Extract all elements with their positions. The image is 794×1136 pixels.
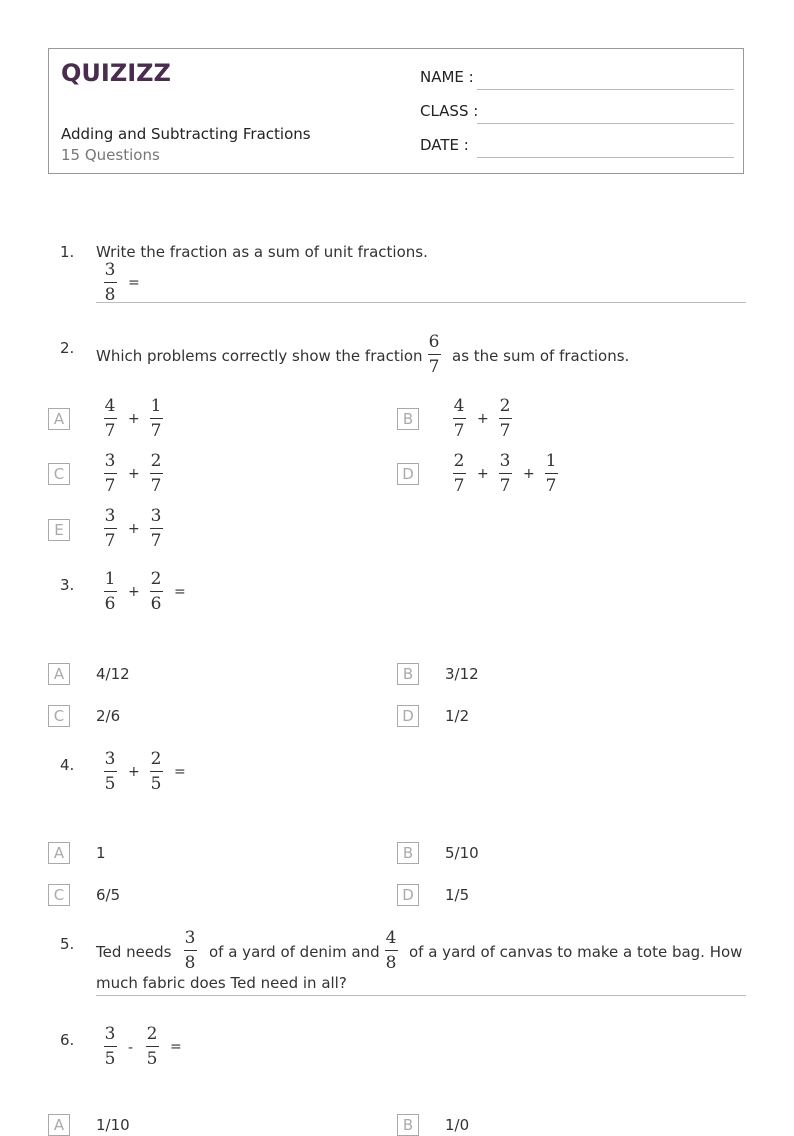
option-text[interactable]: 1/5: [445, 886, 470, 904]
denominator: 5: [146, 1049, 158, 1069]
option-box[interactable]: A: [48, 408, 70, 430]
numerator: 2: [146, 1024, 158, 1044]
fraction-bar: [499, 473, 512, 474]
question-text: Which problems correctly show the fraction: [96, 347, 423, 365]
denominator: 5: [104, 1049, 116, 1069]
denominator: 5: [150, 774, 162, 794]
fraction: [182, 928, 198, 973]
equals-sign: =: [128, 275, 140, 291]
worksheet-title: Adding and Subtracting Fractions: [61, 125, 311, 143]
question-number: 2.: [60, 339, 75, 357]
option-text[interactable]: 1/10: [96, 1116, 130, 1134]
fraction-bar: [104, 282, 117, 283]
equals-sign: =: [174, 584, 186, 600]
denominator: 6: [104, 594, 116, 614]
fraction: [144, 1024, 160, 1069]
fraction: [148, 396, 164, 441]
option-box[interactable]: C: [48, 705, 70, 727]
fraction: [383, 928, 399, 973]
numerator: 3: [150, 506, 162, 526]
option-text[interactable]: 1/2: [445, 707, 470, 725]
denominator: 7: [150, 421, 162, 441]
question-text: as the sum of fractions.: [452, 347, 630, 365]
plus-sign: +: [477, 411, 489, 427]
option-text[interactable]: 3/12: [445, 665, 479, 683]
numerator: 3: [104, 451, 116, 471]
fraction: [148, 569, 164, 614]
fraction: [426, 332, 442, 377]
denominator: 7: [428, 357, 440, 377]
minus-sign: -: [128, 1040, 134, 1056]
date-line[interactable]: [477, 157, 734, 158]
option-box[interactable]: A: [48, 842, 70, 864]
question-number: 1.: [60, 243, 75, 261]
denominator: 8: [104, 285, 116, 305]
fraction-bar: [150, 591, 163, 592]
option-box[interactable]: C: [48, 884, 70, 906]
quizizz-logo: QUIZIZZ: [61, 59, 171, 87]
numerator: 3: [499, 451, 511, 471]
option-text[interactable]: 2/6: [96, 707, 121, 725]
answer-line[interactable]: [96, 302, 746, 303]
numerator: 2: [150, 749, 162, 769]
option-box[interactable]: D: [397, 705, 419, 727]
fraction-bar: [184, 950, 197, 951]
option-text[interactable]: 6/5: [96, 886, 121, 904]
date-field[interactable]: [420, 136, 734, 158]
denominator: 7: [545, 476, 557, 496]
denominator: 7: [104, 421, 116, 441]
plus-sign: +: [523, 466, 535, 482]
name-field[interactable]: [420, 68, 734, 90]
fraction-bar: [385, 950, 398, 951]
fraction: [148, 451, 164, 496]
question-number: 3.: [60, 576, 75, 594]
fraction: [102, 569, 118, 614]
date-label: DATE :: [420, 136, 469, 154]
fraction-bar: [104, 591, 117, 592]
numerator: 1: [150, 396, 162, 416]
fraction-bar: [428, 354, 441, 355]
numerator: 2: [150, 569, 162, 589]
fraction: [102, 749, 118, 794]
fraction-bar: [104, 1046, 117, 1047]
option-text[interactable]: 4/12: [96, 665, 130, 683]
numerator: 4: [104, 396, 116, 416]
fraction: [102, 451, 118, 496]
fraction-bar: [453, 473, 466, 474]
plus-sign: +: [128, 521, 140, 537]
fraction: [148, 749, 164, 794]
equals-sign: =: [174, 764, 186, 780]
numerator: 4: [453, 396, 465, 416]
plus-sign: +: [128, 411, 140, 427]
question-number: 6.: [60, 1031, 75, 1049]
fraction-bar: [545, 473, 558, 474]
fraction-bar: [453, 418, 466, 419]
plus-sign: +: [128, 466, 140, 482]
class-field[interactable]: [420, 102, 734, 124]
question-number: 4.: [60, 756, 75, 774]
numerator: 2: [150, 451, 162, 471]
option-box[interactable]: B: [397, 1114, 419, 1136]
question-number: 5.: [60, 935, 75, 953]
numerator: 1: [104, 569, 116, 589]
fraction-bar: [104, 418, 117, 419]
worksheet-header: [48, 48, 744, 174]
denominator: 7: [150, 531, 162, 551]
plus-sign: +: [128, 584, 140, 600]
denominator: 7: [499, 421, 511, 441]
option-text[interactable]: 1: [96, 844, 106, 862]
class-label: CLASS :: [420, 102, 479, 120]
fraction-bar: [150, 528, 163, 529]
denominator: 7: [150, 476, 162, 496]
question-text: Write the fraction as a sum of unit fractions.: [96, 243, 428, 261]
fraction-bar: [104, 771, 117, 772]
denominator: 7: [453, 476, 465, 496]
question-count: 15 Questions: [61, 146, 160, 164]
denominator: 6: [150, 594, 162, 614]
fraction-bar: [499, 418, 512, 419]
name-label: NAME :: [420, 68, 474, 86]
fraction: [497, 451, 513, 496]
numerator: 6: [428, 332, 440, 352]
class-line[interactable]: [477, 123, 734, 124]
name-line[interactable]: [477, 89, 734, 90]
option-box[interactable]: A: [48, 663, 70, 685]
numerator: 3: [104, 260, 116, 280]
numerator: 3: [184, 928, 196, 948]
option-text[interactable]: 1/0: [445, 1116, 470, 1134]
denominator: 8: [385, 953, 397, 973]
fraction: [102, 1024, 118, 1069]
option-box[interactable]: A: [48, 1114, 70, 1136]
numerator: 4: [385, 928, 397, 948]
fraction-bar: [150, 473, 163, 474]
denominator: 7: [104, 476, 116, 496]
option-box[interactable]: D: [397, 884, 419, 906]
option-box[interactable]: B: [397, 842, 419, 864]
fraction: [451, 396, 467, 441]
option-box[interactable]: C: [48, 463, 70, 485]
answer-line[interactable]: [96, 995, 746, 996]
plus-sign: +: [128, 764, 140, 780]
denominator: 7: [499, 476, 511, 496]
fraction-bar: [150, 771, 163, 772]
fraction-bar: [150, 418, 163, 419]
question-text: Ted needs: [96, 943, 172, 961]
option-box[interactable]: D: [397, 463, 419, 485]
fraction-bar: [104, 528, 117, 529]
option-text[interactable]: 5/10: [445, 844, 479, 862]
numerator: 3: [104, 506, 116, 526]
fraction: [102, 506, 118, 551]
denominator: 8: [184, 953, 196, 973]
question-text: much fabric does Ted need in all?: [96, 974, 347, 992]
numerator: 2: [499, 396, 511, 416]
numerator: 3: [104, 1024, 116, 1044]
fraction-bar: [104, 473, 117, 474]
question-text: of a yard of canvas to make a tote bag. How: [409, 943, 743, 961]
option-box[interactable]: B: [397, 408, 419, 430]
fraction: [148, 506, 164, 551]
fraction-bar: [146, 1046, 159, 1047]
numerator: 3: [104, 749, 116, 769]
denominator: 7: [453, 421, 465, 441]
option-box[interactable]: B: [397, 663, 419, 685]
fraction: [543, 451, 559, 496]
fraction: [102, 260, 118, 305]
fraction: [451, 451, 467, 496]
plus-sign: +: [477, 466, 489, 482]
numerator: 2: [453, 451, 465, 471]
numerator: 1: [545, 451, 557, 471]
option-box[interactable]: E: [48, 519, 70, 541]
fraction: [102, 396, 118, 441]
fraction: [497, 396, 513, 441]
denominator: 7: [104, 531, 116, 551]
question-text: of a yard of denim and: [209, 943, 380, 961]
denominator: 5: [104, 774, 116, 794]
equals-sign: =: [170, 1039, 182, 1055]
